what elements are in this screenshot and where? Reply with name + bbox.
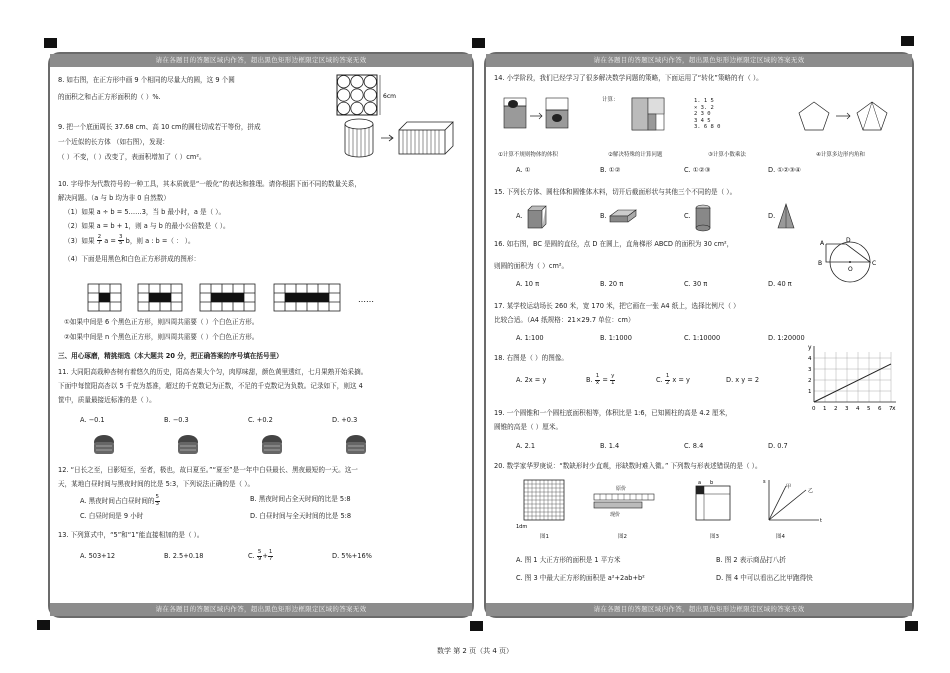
svg-text:2: 2 xyxy=(834,406,838,412)
svg-text:x: x xyxy=(892,405,896,412)
q13-option-c[interactable]: C. $\frac{5}{9}$ + $\frac{1}{7}$ xyxy=(248,549,273,562)
q13-option-b[interactable]: B. 2.5+0.18 xyxy=(164,551,204,560)
svg-text:b: b xyxy=(710,480,714,486)
price-bar-figure xyxy=(594,485,654,518)
svg-text:O: O xyxy=(848,266,853,273)
q13-options xyxy=(80,550,416,562)
q12-option-d[interactable]: D. 白昼时间与全天时间的比是 5:8 xyxy=(250,512,352,520)
q18-option-b[interactable]: B. $\frac{1}{x}$ = $\frac{y}{1}$ xyxy=(586,373,615,386)
q10-sub3: （3）如果 $\frac{2}{7}$ a = $\frac{3}{5}$ b，则 a : b =（ ： ）。 xyxy=(64,233,195,247)
q19-options xyxy=(516,442,852,451)
svg-text:甲: 甲 xyxy=(786,484,792,490)
q11-option-c[interactable]: C. +0.2 xyxy=(248,416,273,424)
q16-option-c[interactable]: C. 30 π xyxy=(684,280,708,288)
svg-text:1: 1 xyxy=(808,389,812,395)
cuboid-cut-icon xyxy=(528,206,546,228)
decimal-multiplication: 1. 1 5 × 3. 2 2 3 0 3 4 5 3. 6 8 0 xyxy=(694,98,721,131)
svg-text:A: A xyxy=(820,240,825,247)
panel-top-banner: 请在各题目的答题区域内作答，超出黑色矩形边框限定区域的答案无效 xyxy=(50,54,472,67)
fraction-3-5: $\frac{3}{5}$ xyxy=(119,233,123,247)
q16-option-a[interactable]: A. 10 π xyxy=(516,280,540,288)
svg-text:s: s xyxy=(763,479,766,485)
svg-text:D: D xyxy=(846,237,851,244)
section-3-heading: 三、用心琢磨，精挑细选（本大题共 20 分，把正确答案的序号填在括号里） xyxy=(58,352,283,360)
cylinder-to-cuboid-figure xyxy=(341,116,461,161)
q20-option-b[interactable]: B. 图 2 表示商品打八折 xyxy=(716,556,786,564)
registration-mark-top-mid xyxy=(472,38,485,48)
fraction-square-figure xyxy=(632,98,664,130)
left-answer-panel xyxy=(48,52,474,618)
q18-option-c[interactable]: C. $\frac{1}{2}$ x = y xyxy=(656,373,690,386)
q18-option-d[interactable]: D. x y = 2 xyxy=(726,375,760,384)
square-expansion-figure xyxy=(696,480,730,520)
svg-text:1: 1 xyxy=(823,406,827,412)
q17-option-b[interactable]: B. 1:1000 xyxy=(600,334,632,342)
q12-option-b[interactable]: B. 黑夜时间占全天时间的比是 5:8 xyxy=(250,495,351,503)
q14-caption-2: ②解决特殊的计算问题 xyxy=(608,152,663,158)
square-side-label: 6cm xyxy=(383,93,396,100)
q14-option-a[interactable]: A. ① xyxy=(516,166,531,174)
q15-option-c[interactable]: C. xyxy=(684,212,691,220)
q20-fig4-caption: 图4 xyxy=(776,534,785,540)
question-17: 17. 某学校运动场长 260 米，宽 170 米，把它画在一张 A4 纸上，选择比例尺（ ） 比较合适。（A4 纸规格：21×29.7 单位：cm） xyxy=(494,302,740,324)
svg-text:6: 6 xyxy=(878,406,882,412)
q20-option-c[interactable]: C. 图 3 中最大正方形的面积是 a²+2ab+b² xyxy=(516,574,645,582)
svg-text:4: 4 xyxy=(808,356,812,362)
cone-cut-icon xyxy=(778,204,794,228)
svg-text:y: y xyxy=(808,344,812,351)
q20-fig2-caption: 图2 xyxy=(618,534,627,540)
registration-mark-top-left xyxy=(44,38,57,48)
svg-text:3: 3 xyxy=(808,367,812,373)
panel-bottom-banner: 请在各题目的答题区域内作答，超出黑色矩形边框限定区域的答案无效 xyxy=(486,603,912,616)
svg-text:4: 4 xyxy=(856,406,860,412)
question-10: 10. 字母作为代数符号的一种工具，其本质就是“一般化”的表达和推理。请你根据下面不同的数量关系， 解决问题。（a 与 b 均为非 0 自然数） （1）如果 a ÷ b = 5……3，当 b 最小时，a 是（ ）。 （2）如果 a = b + 1，则 a 与 b 的最小公倍数是（ ）。 （3）如果 $\frac{2}{7}$ a = $\frac{3}{5}$ b，则 a : b =（ ： ）。 （4）下面是用黑色和白色正方形拼成的图形： xyxy=(58,180,464,263)
flat-cuboid-icon xyxy=(610,210,636,222)
registration-mark-bottom-right xyxy=(905,621,918,631)
q20-fig1-caption: 图1 xyxy=(540,534,549,540)
q20-option-d[interactable]: D. 图 4 中可以看出乙比甲跑得快 xyxy=(716,574,813,582)
distance-time-graph xyxy=(763,479,822,524)
q17-option-d[interactable]: D. 1:20000 xyxy=(768,334,805,342)
q20-options-row1 xyxy=(516,556,786,565)
q11-option-b[interactable]: B. −0.3 xyxy=(164,416,189,424)
q14-caption-1: ①计算不规则物体的体积 xyxy=(498,152,558,158)
q14-options xyxy=(516,166,852,175)
registration-mark-bottom-left xyxy=(37,620,50,630)
pentagon-figures xyxy=(799,102,887,130)
svg-text:B: B xyxy=(818,260,823,267)
black-white-squares-pattern xyxy=(88,280,428,312)
svg-text:C: C xyxy=(872,260,877,267)
q20-options-row2 xyxy=(516,574,813,583)
right-answer-panel xyxy=(484,52,914,618)
q18-option-a[interactable]: A. 2x = y xyxy=(516,375,547,384)
q14-caption-4: ④计算多边形内角和 xyxy=(816,152,865,158)
q14-caption-3: ③计算小数乘法 xyxy=(708,152,746,158)
linear-graph-figure xyxy=(806,342,898,412)
svg-text:5: 5 xyxy=(867,406,871,412)
q15-option-b[interactable]: B. xyxy=(600,212,607,220)
nine-circles-figure xyxy=(336,74,416,116)
svg-text:乙: 乙 xyxy=(808,488,814,494)
q15-option-a[interactable]: A. xyxy=(516,212,523,220)
question-16: 16. 如右图，BC 是圆的直径，点 D 在圆上，直角梯形 ABCD 的面积为 30 cm²， 则圆的面积为（ ）cm²。 xyxy=(494,240,734,270)
hundred-grid-figure xyxy=(516,480,564,530)
q16-option-b[interactable]: B. 20 π xyxy=(600,280,624,288)
q17-option-c[interactable]: C. 1:10000 xyxy=(684,334,721,342)
q12-option-c[interactable]: C. 白昼时间是 9 小时 xyxy=(80,512,144,520)
q19-option-a[interactable]: A. 2.1 xyxy=(516,442,536,450)
q19-option-c[interactable]: C. 8.4 xyxy=(684,442,704,450)
svg-text:2: 2 xyxy=(808,378,812,384)
cylinder-cut-icon xyxy=(696,205,710,231)
q16-option-d[interactable]: D. 40 π xyxy=(768,280,792,288)
svg-text:3: 3 xyxy=(845,406,849,412)
svg-text:t: t xyxy=(820,518,822,524)
svg-text:原价: 原价 xyxy=(616,486,627,492)
question-19: 19. 一个圆锥和一个圆柱底面积相等，体积比是 1:6，已知圆柱的高是 4.2 厘米， 圆锥的高是（ ）厘米。 xyxy=(494,409,732,431)
q13-option-a[interactable]: A. 503+12 xyxy=(80,551,116,560)
question-12: 12. “日长之至，日影短至，至者，极也，故曰夏至。”“夏至”是一年中白昼最长、黑夜最短的一天。这一 天，某地白昼时间与黑夜时间的比是 5:3，下列说法正确的是（ ）。 xyxy=(58,466,358,488)
panel-top-banner: 请在各题目的答题区域内作答，超出黑色矩形边框限定区域的答案无效 xyxy=(486,54,912,67)
q17-option-a[interactable]: A. 1:100 xyxy=(516,334,544,342)
q18-options xyxy=(516,374,786,386)
apricot-baskets-row xyxy=(92,432,392,460)
trapezoid-circle-figure xyxy=(816,238,884,286)
question-15: 15. 下列长方体、圆柱体和圆锥体木料，切开后截面形状与其他三个不同的是（ ）。 xyxy=(494,188,737,196)
fraction-2-7: $\frac{2}{7}$ xyxy=(97,233,102,247)
q20-figures xyxy=(516,476,844,538)
svg-text:a: a xyxy=(698,480,702,486)
q10-sub4-blanks: ①如果中间是 6 个黑色正方形，则四周共需要（ ）个白色正方形。 ②如果中间是 n 个黑色正方形，则四周共需要（ ）个白色正方形。 xyxy=(64,318,259,341)
q20-fig3-caption: 图3 xyxy=(710,534,719,540)
panel-bottom-banner: 请在各题目的答题区域内作答，超出黑色矩形边框限定区域的答案无效 xyxy=(50,603,472,616)
question-8: 8. 如右图，在正方形中画 9 个相同的尽量大的圆，这 9 个圆 的面积之和占正方形面积的（ ）%. xyxy=(58,76,235,101)
water-tank-figure xyxy=(504,98,568,128)
q13-option-d[interactable]: D. 5%+16% xyxy=(332,551,372,560)
page-footer: 数学 第 2 页（共 4 页） xyxy=(436,647,514,655)
q14-option-b[interactable]: B. ①② xyxy=(600,166,621,174)
q11-option-d[interactable]: D. +0.3 xyxy=(332,416,358,424)
q12-options-row2 xyxy=(80,512,351,521)
q11-option-a[interactable]: A. −0.1 xyxy=(80,416,105,424)
q14-option-d[interactable]: D. ①②③④ xyxy=(768,166,801,174)
question-18: 18. 右图是（ ）的图像。 xyxy=(494,354,569,362)
question-11: 11. 大同阳高栽种杏树有着悠久的历史，阳高杏果大个匀，肉厚味甜，颜色黄里透红，七月果熟开始采摘。 下面中每筐阳高杏以 5 千克为基准，超过的千克数记为正数，不足的千克数记为负数。记录如下，则这 4 筐中，质量最接近标准的是（ ）。 xyxy=(58,368,368,404)
q11-options xyxy=(80,416,416,425)
pattern-continuation-dots: …… xyxy=(358,295,374,304)
q15-option-d[interactable]: D. xyxy=(768,212,776,220)
svg-text:7: 7 xyxy=(889,406,893,412)
registration-mark-top-right xyxy=(901,36,914,46)
q20-option-a[interactable]: A. 图 1 大正方形的面积是 1 平方米 xyxy=(516,556,621,564)
q19-option-d[interactable]: D. 0.7 xyxy=(768,442,788,450)
svg-text:1dm: 1dm xyxy=(516,524,528,530)
q12-option-a[interactable]: A. 黑夜时间占白昼时间的 $\frac{5}{3}$ xyxy=(80,494,160,507)
q16-options xyxy=(516,280,852,289)
calc-label: 计算： xyxy=(602,97,619,103)
q15-solid-figures xyxy=(524,202,854,232)
question-13: 13. 下列算式中，“5”和“1”能直接相加的是（ ）。 xyxy=(58,531,204,539)
q17-options xyxy=(516,334,852,343)
q14-option-c[interactable]: C. ①②③ xyxy=(684,166,711,174)
q19-option-b[interactable]: B. 1.4 xyxy=(600,442,620,450)
svg-text:0: 0 xyxy=(812,406,816,412)
registration-mark-bottom-mid xyxy=(470,621,483,631)
question-9: 9. 把一个底面周长 37.68 cm、高 10 cm的圆柱切成若干等份，拼成 一个近似的长方体 （如右图），发现： （ ）不变，（ ）改变了，表面积增加了（ ）cm²。 xyxy=(58,123,261,161)
svg-text:现价: 现价 xyxy=(610,512,621,518)
question-14: 14. 小学阶段，我们已经学习了很多解决数学问题的策略，下面运用了“转化”策略的有（ ）。 xyxy=(494,74,763,82)
apricot-basket-icon xyxy=(94,435,114,454)
q12-options-row1 xyxy=(80,495,351,507)
question-20: 20. 数学家华罗庚说：“数缺形时少直观，形缺数时难入微。” 下列数与形表述错误的是（ ）。 xyxy=(494,462,762,470)
